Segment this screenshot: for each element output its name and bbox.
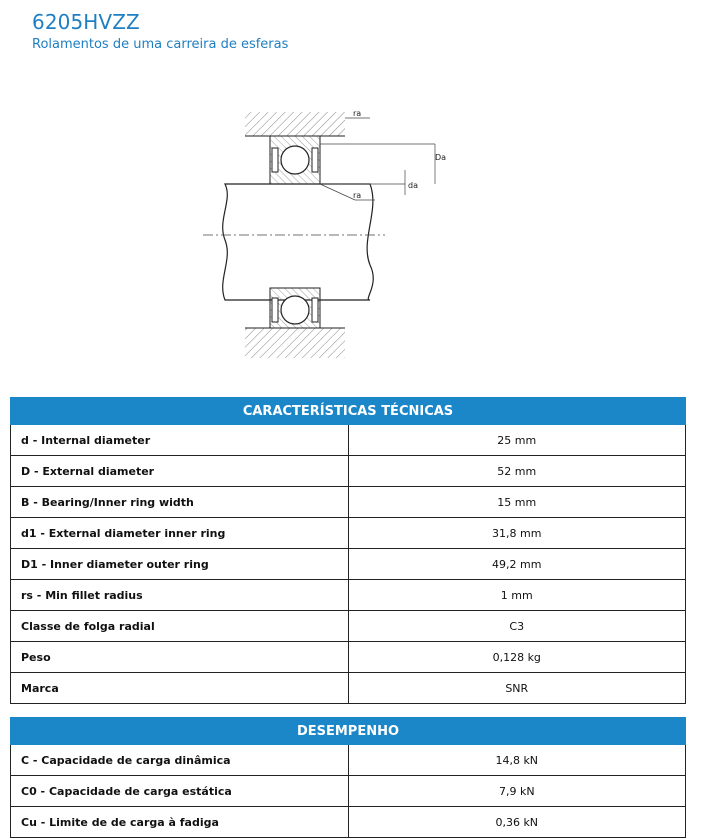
row-value: 25 mm <box>348 425 686 456</box>
row-label: Cu - Limite de de carga à fadiga <box>11 807 349 838</box>
table-row <box>11 456 686 487</box>
row-label: C0 - Capacidade de carga estática <box>11 776 349 807</box>
table-row <box>11 673 686 704</box>
row-value: 0,128 kg <box>348 642 686 673</box>
bearing-bottom <box>270 288 320 328</box>
housing-top <box>245 112 345 136</box>
table-row <box>11 745 686 776</box>
table-row <box>11 549 686 580</box>
row-value: SNR <box>348 673 686 704</box>
Da-label: Da <box>435 153 447 162</box>
tech-specs-heading: CARACTERÍSTICAS TÉCNICAS <box>11 398 686 425</box>
row-value: 7,9 kN <box>348 776 686 807</box>
row-label: d - Internal diameter <box>11 425 349 456</box>
tech-specs-table <box>10 397 686 704</box>
row-value: C3 <box>348 611 686 642</box>
page-title: 6205HVZZ <box>32 10 140 34</box>
housing-bottom <box>245 328 345 358</box>
bearing-drawing <box>195 100 465 365</box>
row-label: d1 - External diameter inner ring <box>11 518 349 549</box>
tech-specs-body <box>11 425 686 704</box>
row-value: 49,2 mm <box>348 549 686 580</box>
row-value: 31,8 mm <box>348 518 686 549</box>
row-label: C - Capacidade de carga dinâmica <box>11 745 349 776</box>
row-value: 1 mm <box>348 580 686 611</box>
table-row <box>11 807 686 838</box>
table-row <box>11 611 686 642</box>
row-label: Classe de folga radial <box>11 611 349 642</box>
performance-table <box>10 717 686 838</box>
performance-body <box>11 745 686 838</box>
table-row <box>11 425 686 456</box>
row-label: D1 - Inner diameter outer ring <box>11 549 349 580</box>
row-value: 0,36 kN <box>348 807 686 838</box>
ra-mid-label: ra <box>353 191 362 200</box>
row-label: Marca <box>11 673 349 704</box>
row-label: Peso <box>11 642 349 673</box>
table-row <box>11 776 686 807</box>
row-label: rs - Min fillet radius <box>11 580 349 611</box>
bearing-top <box>270 136 320 184</box>
table-row <box>11 518 686 549</box>
shaft <box>223 184 374 300</box>
row-label: B - Bearing/Inner ring width <box>11 487 349 518</box>
table-row <box>11 580 686 611</box>
table-row <box>11 487 686 518</box>
row-value: 15 mm <box>348 487 686 518</box>
row-label: D - External diameter <box>11 456 349 487</box>
table-row <box>11 642 686 673</box>
row-value: 14,8 kN <box>348 745 686 776</box>
ra-top-label: ra <box>353 109 362 118</box>
page-subtitle: Rolamentos de uma carreira de esferas <box>32 37 289 52</box>
performance-heading: DESEMPENHO <box>11 718 686 745</box>
da-label: da <box>408 181 418 190</box>
row-value: 52 mm <box>348 456 686 487</box>
